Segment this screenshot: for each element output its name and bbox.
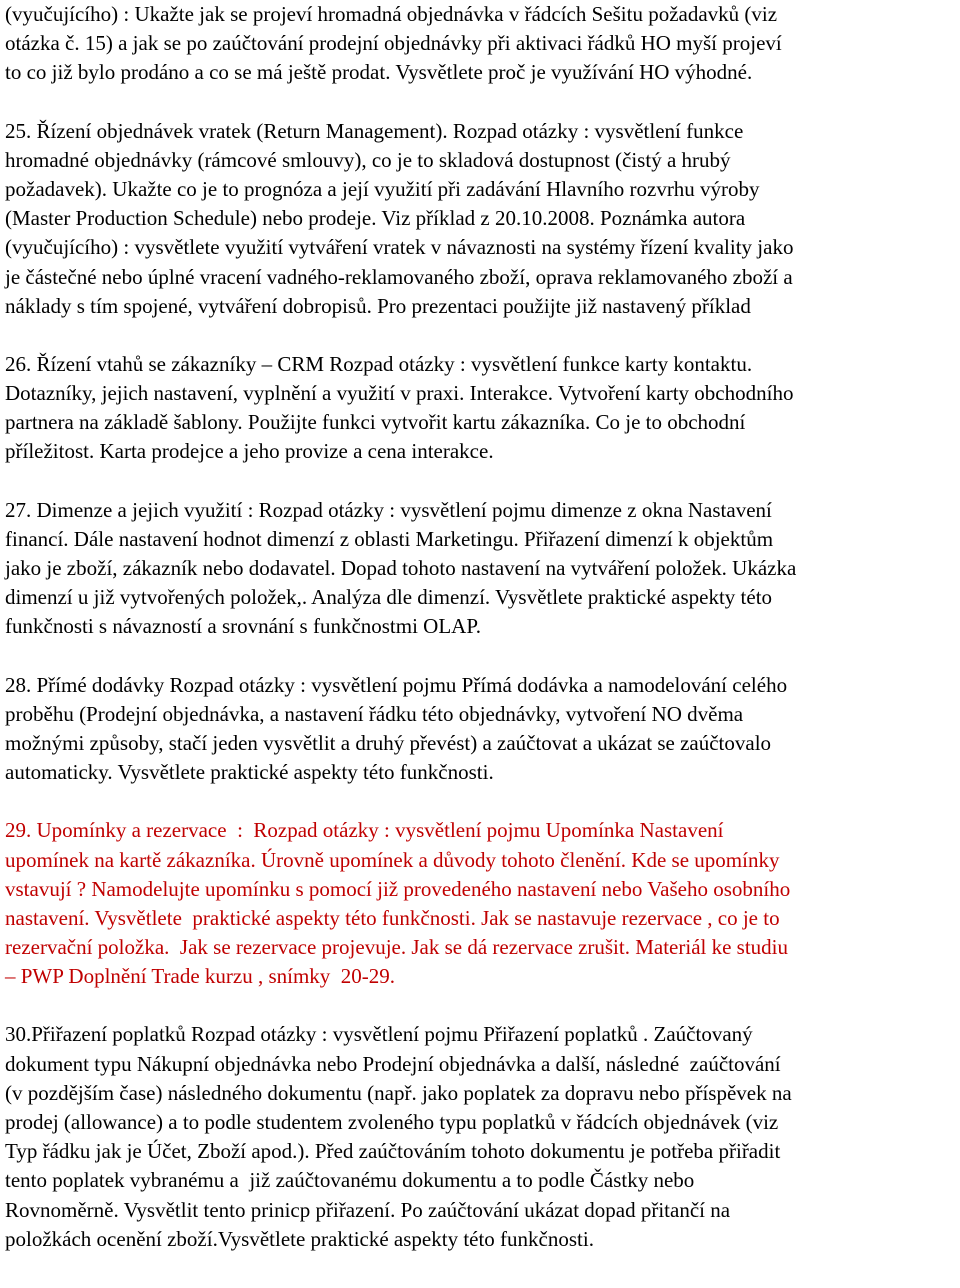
text-line: Typ řádku jak je Účet, Zboží apod.). Před zaúčtováním tohoto dokumentu je potřeba přiřadit — [5, 1139, 781, 1164]
paragraph-spacer — [5, 642, 956, 671]
paragraph-25-return-management — [5, 117, 956, 321]
paragraph-spacer — [5, 787, 956, 816]
text-line: dokument typu Nákupní objednávka nebo Prodejní objednávka a další, následné zaúčtování — [5, 1051, 781, 1076]
text-line: financí. Dále nastavení hodnot dimenzí z oblasti Marketingu. Přiřazení dimenzí k objektům — [5, 526, 774, 551]
text-line: 28. Přímé dodávky Rozpad otázky : vysvětlení pojmu Přímá dodávka a namodelování celého — [5, 672, 788, 697]
text-line: náklady s tím spojené, vytváření dobropisů. Pro prezentaci použijte již nastavený příklad — [5, 293, 751, 318]
text-line: (Master Production Schedule) nebo prodeje. Viz příklad z 20.10.2008. Poznámka autora — [5, 206, 746, 231]
text-line: 25. Řízení objednávek vratek (Return Management). Rozpad otázky : vysvětlení funkce — [5, 118, 744, 143]
text-line: (v pozdějším čase) následného dokumentu (např. jako poplatek za dopravu nebo příspěvek na — [5, 1080, 792, 1105]
paragraph-24-continuation — [5, 0, 956, 88]
paragraph-28-drop-shipments — [5, 671, 956, 788]
paragraph-26-crm — [5, 350, 956, 467]
paragraph-spacer — [5, 88, 956, 117]
text-line: otázka č. 15) a jak se po zaúčtování prodejní objednávky při aktivaci řádků HO myší projeví — [5, 31, 782, 56]
text-line: prodej (allowance) a to podle studentem zvoleného typu poplatků v řádcích objednávek (viz — [5, 1110, 779, 1134]
text-line: (vyučujícího) : vysvětlete využití vytváření vratek v návaznosti na systémy řízení kvality jako — [5, 235, 794, 260]
text-line: hromadné objednávky (rámcové smlouvy), co je to skladová dostupnost (čistý a hrubý — [5, 147, 731, 172]
text-line: položkách ocenění zboží.Vysvětlete praktické aspekty této funkčnosti. — [5, 1226, 594, 1251]
text-line: to co již bylo prodáno a co se má ještě prodat. Vysvětlete proč je využívání HO výhodné. — [5, 60, 753, 85]
text-line: automaticky. Vysvětlete praktické aspekty této funkčnosti. — [5, 760, 494, 785]
paragraph-spacer — [5, 321, 956, 350]
paragraph-30-item-charges — [5, 1020, 956, 1254]
text-line: dimenzí u již vytvořených položek,. Analýza dle dimenzí. Vysvětlete praktické aspekty této — [5, 585, 773, 610]
text-line: proběhu (Prodejní objednávka, a nastavení řádku této objednávky, vytvoření NO dvěma — [5, 701, 744, 726]
text-line: 30.Přiřazení poplatků Rozpad otázky : vysvětlení pojmu Přiřazení poplatků . Zaúčtovaný — [5, 1022, 753, 1047]
paragraph-spacer — [5, 467, 956, 496]
text-line: jako je zboží, zákazník nebo dodavatel. Dopad tohoto nastavení na vytváření položek. Ukázka — [5, 556, 797, 580]
text-line: nastavení. Vysvětlete praktické aspekty této funkčnosti. Jak se nastavuje rezervace , co je to — [5, 905, 780, 930]
paragraph-27-dimensions — [5, 496, 956, 642]
text-line: 26. Řízení vtahů se zákazníky – CRM Rozpad otázky : vysvětlení funkce karty kontaktu. — [5, 351, 753, 376]
text-line: je částečné nebo úplné vracení vadného-reklamovaného zboží, oprava reklamovaného zboží a — [5, 264, 793, 289]
text-line: tento poplatek vybranému a již zaúčtovanému dokumentu a to podle Částky nebo — [5, 1168, 695, 1193]
text-line: Dotazníky, jejich nastavení, vyplnění a využití v praxi. Interakce. Vytvoření karty obchodního — [5, 381, 794, 406]
text-line: partnera na základě šablony. Použijte funkci vytvořit kartu zákazníka. Co je to obchodní — [5, 410, 746, 435]
text-line: 29. Upomínky a rezervace : Rozpad otázky : vysvětlení pojmu Upomínka Nastavení — [5, 818, 724, 843]
paragraph-29-reminders-reservations — [5, 816, 956, 991]
text-line: upomínek na kartě zákazníka. Úrovně upomínek a důvody tohoto členění. Kde se upomínky — [5, 847, 780, 872]
text-line: funkčnosti s návazností a srovnání s funkčnostmi OLAP. — [5, 614, 481, 639]
text-line: vstavují ? Namodelujte upomínku s pomocí již provedeného nastavení nebo Vašeho osobního — [5, 876, 791, 901]
text-line: 27. Dimenze a jejich využití : Rozpad otázky : vysvětlení pojmu dimenze z okna Nastavení — [5, 497, 772, 522]
text-line: Rovnoměrně. Vysvětlit tento prinicp přiřazení. Po zaúčtování ukázat dopad přitančí na — [5, 1197, 731, 1222]
paragraph-spacer — [5, 991, 956, 1020]
text-line: příležitost. Karta prodejce a jeho provize a cena interakce. — [5, 439, 494, 464]
text-line: rezervační položka. Jak se rezervace projevuje. Jak se dá rezervace zrušit. Materiál ke studiu — [5, 935, 789, 960]
text-line: – PWP Doplnění Trade kurzu , snímky 20-29. — [5, 964, 396, 989]
text-line: možnými způsoby, stačí jeden vysvětlit a druhý převést) a zaúčtovat a ukázat se zaúčtovalo — [5, 730, 772, 755]
text-line: požadavek). Ukažte co je to prognóza a její využití při zadávání Hlavního rozvrhu výroby — [5, 176, 760, 201]
text-line: (vyučujícího) : Ukažte jak se projeví hromadná objednávka v řádcích Sešitu požadavků (viz — [5, 2, 778, 26]
